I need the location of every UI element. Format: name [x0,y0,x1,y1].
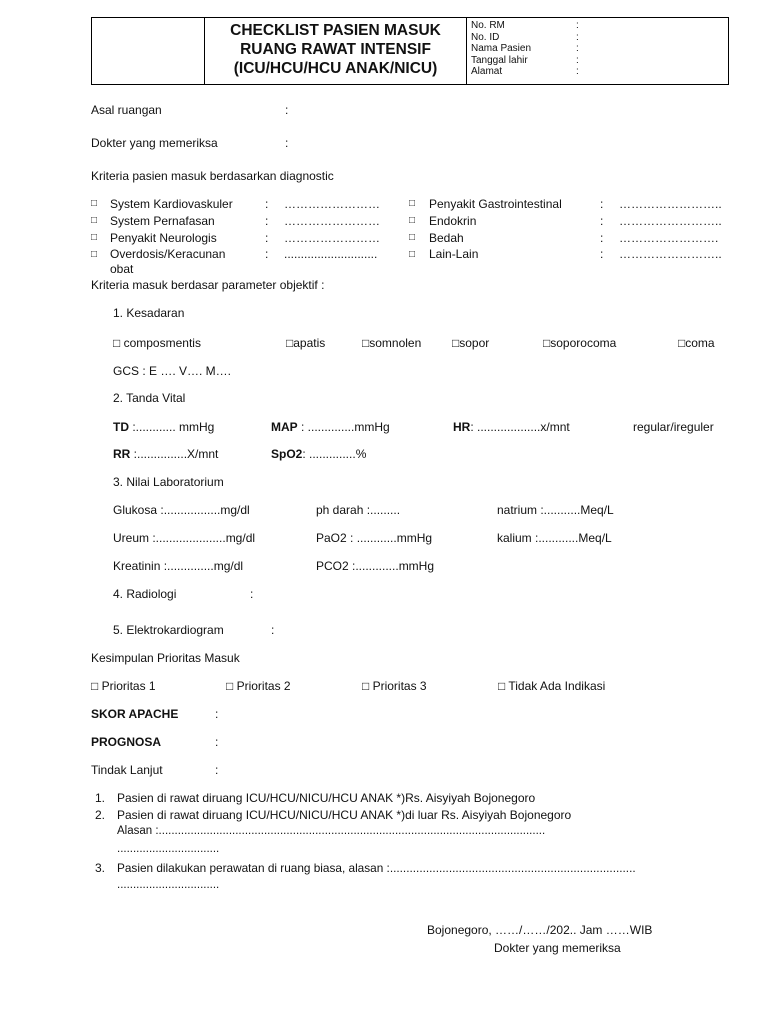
radiologi-field[interactable]: : [250,587,254,601]
signer-label: Dokter yang memeriksa [494,941,621,955]
spo2-field[interactable]: SpO2: ..............% [271,447,367,461]
kalium-field[interactable]: kalium :............Meq/L [497,531,612,545]
tindak-item-2[interactable]: Pasien di rawat diruang ICU/HCU/NICU/HCU ANAK *)di luar Rs. Aisyiyah Bojonegoro [117,808,572,822]
label-overdosis: Overdosis/Keracunan [110,247,226,261]
option-tidak-ada-indikasi[interactable]: □ Tidak Ada Indikasi [498,679,606,693]
tindak-item-1[interactable]: Pasien di rawat diruang ICU/HCU/NICU/HCU ANAK *)Rs. Aisyiyah Bojonegoro [117,791,536,805]
regular-ireguler[interactable]: regular/ireguler [633,420,714,434]
form-title [205,18,467,84]
hr-field[interactable]: HR: ...................x/mnt [453,420,570,434]
title-line-3: (ICU/HCU/HCU ANAK/NICU) [233,60,438,77]
colon: : [600,197,604,211]
colon: : [265,214,269,228]
dokter-field[interactable]: : [285,136,289,150]
fill-gastrointestinal[interactable]: …………………….. [619,197,722,211]
colon: : [600,231,604,245]
tindak-item-3[interactable]: Pasien dilakukan perawatan di ruang biasa, alasan :........................................................................... [117,861,636,875]
field-no-rm[interactable]: No. RM : [471,20,579,31]
option-soporocoma[interactable]: □soporocoma [543,336,617,350]
checkbox-lain-lain[interactable]: □ [409,249,416,260]
colon: : [265,231,269,245]
colon: : [265,247,269,261]
gcs-field[interactable]: GCS : E …. V…. M…. [113,364,232,378]
alasan-field-2-cont[interactable]: ................................ [117,843,220,855]
radiologi-label: 4. Radiologi [113,587,177,601]
ureum-field[interactable]: Ureum :.....................mg/dl [113,531,256,545]
label-lain-lain: Lain-Lain [429,247,479,261]
title-line-1: CHECKLIST PASIEN MASUK [230,22,441,39]
label-bedah: Bedah [429,231,464,245]
option-prioritas-1[interactable]: □ Prioritas 1 [91,679,156,693]
fill-kardiovaskuler[interactable]: …………………… [284,197,380,211]
label-endokrin: Endokrin [429,214,477,228]
checkbox-neurologis[interactable]: □ [91,232,98,243]
kesimpulan-title: Kesimpulan Prioritas Masuk [91,651,240,665]
fill-lain-lain[interactable]: …………………….. [619,247,722,261]
kreatinin-field[interactable]: Kreatinin :..............mg/dl [113,559,244,573]
tanda-vital-label: 2. Tanda Vital [113,391,186,405]
option-prioritas-3[interactable]: □ Prioritas 3 [362,679,427,693]
option-somnolen[interactable]: □somnolen [362,336,422,350]
tindak-num-2: 2. [95,808,106,822]
rr-field[interactable]: RR :...............X/mnt [113,447,219,461]
option-coma[interactable]: □coma [678,336,715,350]
pao2-field[interactable]: PaO2 : ............mmHg [316,531,433,545]
pco2-field[interactable]: PCO2 :.............mmHg [316,559,435,573]
fill-endokrin[interactable]: …………………….. [619,214,722,228]
ekg-field[interactable]: : [271,623,275,637]
alasan-field-2[interactable]: Alasan :......................................................................................................................... [117,825,546,837]
colon: : [265,197,269,211]
label-overdosis-2: obat [110,262,134,276]
map-field[interactable]: MAP : ..............mmHg [271,420,390,434]
colon: : [600,214,604,228]
fill-pernafasan[interactable]: …………………… [284,214,380,228]
option-apatis[interactable]: □apatis [286,336,326,350]
checkbox-pernafasan[interactable]: □ [91,215,98,226]
option-sopor[interactable]: □sopor [452,336,490,350]
label-neurologis: Penyakit Neurologis [110,231,217,245]
checkbox-kardiovaskuler[interactable]: □ [91,198,98,209]
checkbox-endokrin[interactable]: □ [409,215,416,226]
td-field[interactable]: TD :............ mmHg [113,420,215,434]
kesadaran-label: 1. Kesadaran [113,306,185,320]
skor-apache-field[interactable]: : [215,707,219,721]
tindak-lanjut-colon: : [215,763,219,777]
ph-darah-field[interactable]: ph darah :......... [316,503,401,517]
natrium-field[interactable]: natrium :...........Meq/L [497,503,614,517]
checkbox-overdosis[interactable]: □ [91,249,98,260]
prognosa-label: PROGNOSA [91,735,162,749]
logo-cell [92,18,205,84]
kriteria-diag-title: Kriteria pasien masuk berdasarkan diagnostic [91,169,334,183]
dokter-label: Dokter yang memeriksa [91,136,218,150]
lab-label: 3. Nilai Laboratorium [113,475,224,489]
option-prioritas-2[interactable]: □ Prioritas 2 [226,679,291,693]
label-kardiovaskuler: System Kardiovaskuler [110,197,233,211]
alasan-field-3-cont[interactable]: ................................ [117,879,220,891]
asal-ruangan-label: Asal ruangan [91,103,162,117]
glukosa-field[interactable]: Glukosa :.................mg/dl [113,503,250,517]
fill-overdosis[interactable]: ............................ [284,247,378,261]
tindak-num-1: 1. [95,791,106,805]
field-nama-pasien[interactable]: Nama Pasien : [471,43,579,55]
tindak-lanjut-label: Tindak Lanjut [91,763,163,777]
option-composmentis[interactable]: □ composmentis [113,336,201,350]
kriteria-obj-title: Kriteria masuk berdasar parameter objektif : [91,278,325,292]
fill-neurologis[interactable]: …………………… [284,231,380,245]
title-line-2: RUANG RAWAT INTENSIF [240,41,431,58]
place-date[interactable]: Bojonegoro, ……/……/202.. Jam ……WIB [427,923,653,937]
label-pernafasan: System Pernafasan [110,214,215,228]
colon: : [600,247,604,261]
field-tanggal-lahir[interactable]: Tanggal lahir : [471,54,579,66]
checkbox-bedah[interactable]: □ [409,232,416,243]
skor-apache-label: SKOR APACHE [91,707,179,721]
ekg-label: 5. Elektrokardiogram [113,623,224,637]
tindak-num-3: 3. [95,861,106,875]
fill-bedah[interactable]: ……………………. [619,231,719,245]
patient-id-cell [467,18,730,86]
label-gastrointestinal: Penyakit Gastrointestinal [429,197,562,211]
header-table [91,17,729,85]
checkbox-gastrointestinal[interactable]: □ [409,198,416,209]
field-no-id[interactable]: No. ID : [471,31,579,43]
prognosa-field[interactable]: : [215,735,219,749]
asal-ruangan-field[interactable]: : [285,103,289,117]
field-alamat[interactable]: Alamat : [471,66,579,78]
